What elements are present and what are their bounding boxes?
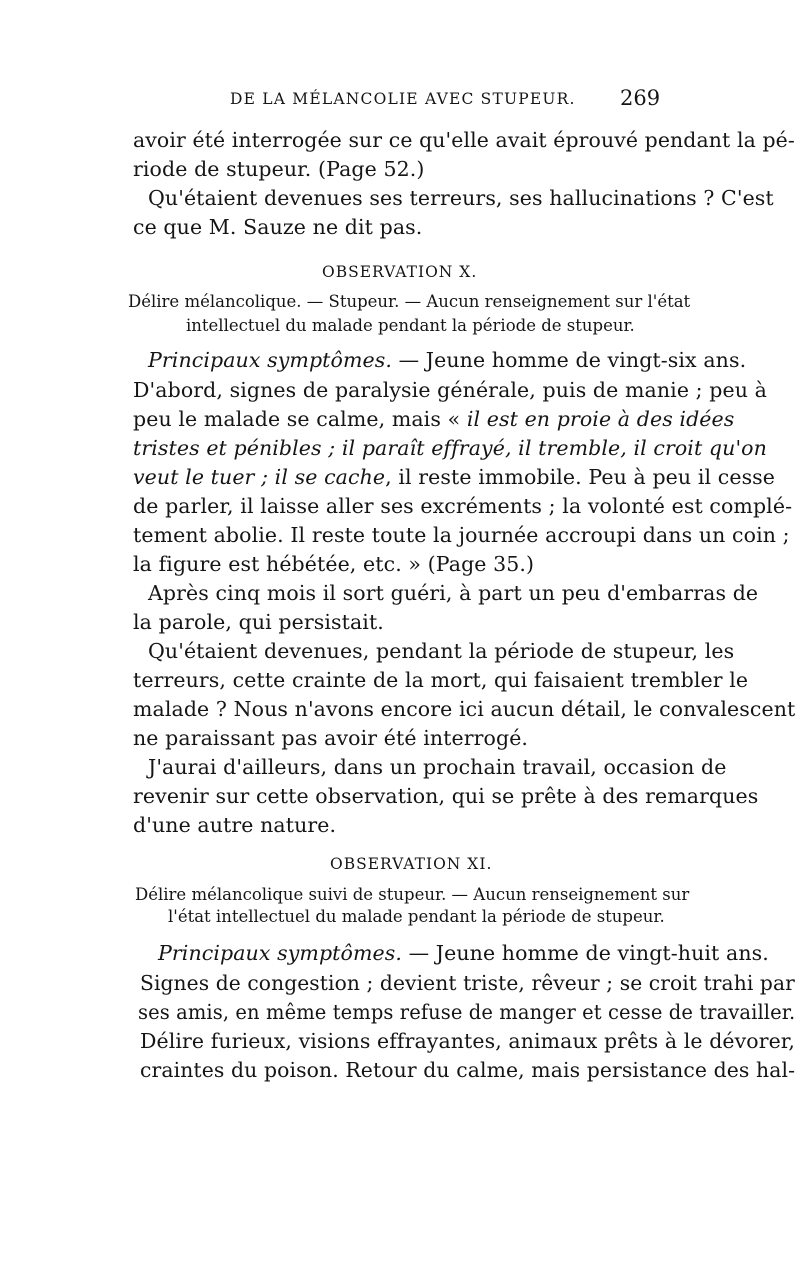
observation-summary-line: Délire mélancolique suivi de stupeur. — Aucun renseignement sur — [135, 885, 690, 904]
text-line: Signes de congestion ; devient triste, rêveur ; se croit trahi par — [140, 971, 795, 995]
text-line: terreurs, cette crainte de la mort, qui faisaient trembler le — [133, 668, 749, 692]
text-line: Qu'étaient devenues ses terreurs, ses hallucinations ? C'est — [148, 186, 774, 210]
text-span: — Jeune homme de vingt-huit ans. — [401, 941, 769, 965]
running-title: DE LA MÉLANCOLIE AVEC STUPEUR. — [230, 90, 576, 108]
text-line: craintes du poison. Retour du calme, mais persistance des hal- — [140, 1058, 796, 1082]
text-line: ce que M. Sauze ne dit pas. — [133, 215, 423, 239]
text-line: la parole, qui persistait. — [133, 610, 384, 634]
section-label: Principaux symptômes. — [158, 941, 402, 965]
text-line: ne paraissant pas avoir été interrogé. — [133, 726, 529, 750]
page-number: 269 — [620, 86, 661, 110]
quoted-span: veut le tuer ; il se cache — [133, 465, 386, 489]
text-line: riode de stupeur. (Page 52.) — [133, 157, 425, 181]
text-line: Qu'étaient devenues, pendant la période de stupeur, les — [148, 639, 735, 663]
text-line: Délire furieux, visions effrayantes, animaux prêts à le dévorer, — [140, 1029, 796, 1053]
text-span: peu le malade se calme, mais « — [133, 407, 467, 431]
text-line: ses amis, en même temps refuse de manger et cesse de travailler. — [138, 1000, 796, 1024]
text-line: J'aurai d'ailleurs, dans un prochain travail, occasion de — [148, 755, 727, 779]
text-span: — Jeune homme de vingt-six ans. — [391, 348, 747, 372]
text-line: Après cinq mois il sort guéri, à part un peu d'embarras de — [148, 581, 759, 605]
text-line: tement abolie. Il reste toute la journée accroupi dans un coin ; — [133, 523, 790, 547]
text-line: revenir sur cette observation, qui se prête à des remarques — [133, 784, 759, 808]
text-line: D'abord, signes de paralysie générale, puis de manie ; peu à — [133, 378, 767, 402]
observation-summary-line: Délire mélancolique. — Stupeur. — Aucun renseignement sur l'état — [128, 292, 691, 311]
text-line — [133, 465, 775, 489]
text-line: de parler, il laisse aller ses excréments ; la volonté est complé- — [133, 494, 793, 518]
observation-summary-line: l'état intellectuel du malade pendant la période de stupeur. — [168, 907, 665, 926]
text-line: malade ? Nous n'avons encore ici aucun détail, le convalescent — [133, 697, 796, 721]
text-line — [133, 407, 734, 431]
text-line — [148, 348, 746, 372]
quoted-line: tristes et pénibles ; il paraît effrayé, il tremble, il croit qu'on — [133, 436, 767, 460]
text-line: la figure est hébétée, etc. » (Page 35.) — [133, 552, 535, 576]
section-label: Principaux symptômes. — [148, 348, 392, 372]
text-line: d'une autre nature. — [133, 813, 337, 837]
observation-title: OBSERVATION X. — [322, 263, 478, 281]
observation-summary-line: intellectuel du malade pendant la période de stupeur. — [186, 316, 635, 335]
quoted-span: il est en proie à des idées — [466, 407, 735, 431]
text-line — [158, 941, 769, 965]
observation-title: OBSERVATION XI. — [330, 855, 493, 873]
text-line: avoir été interrogée sur ce qu'elle avait éprouvé pendant la pé- — [133, 128, 795, 152]
text-span: , il reste immobile. Peu à peu il cesse — [385, 465, 776, 489]
